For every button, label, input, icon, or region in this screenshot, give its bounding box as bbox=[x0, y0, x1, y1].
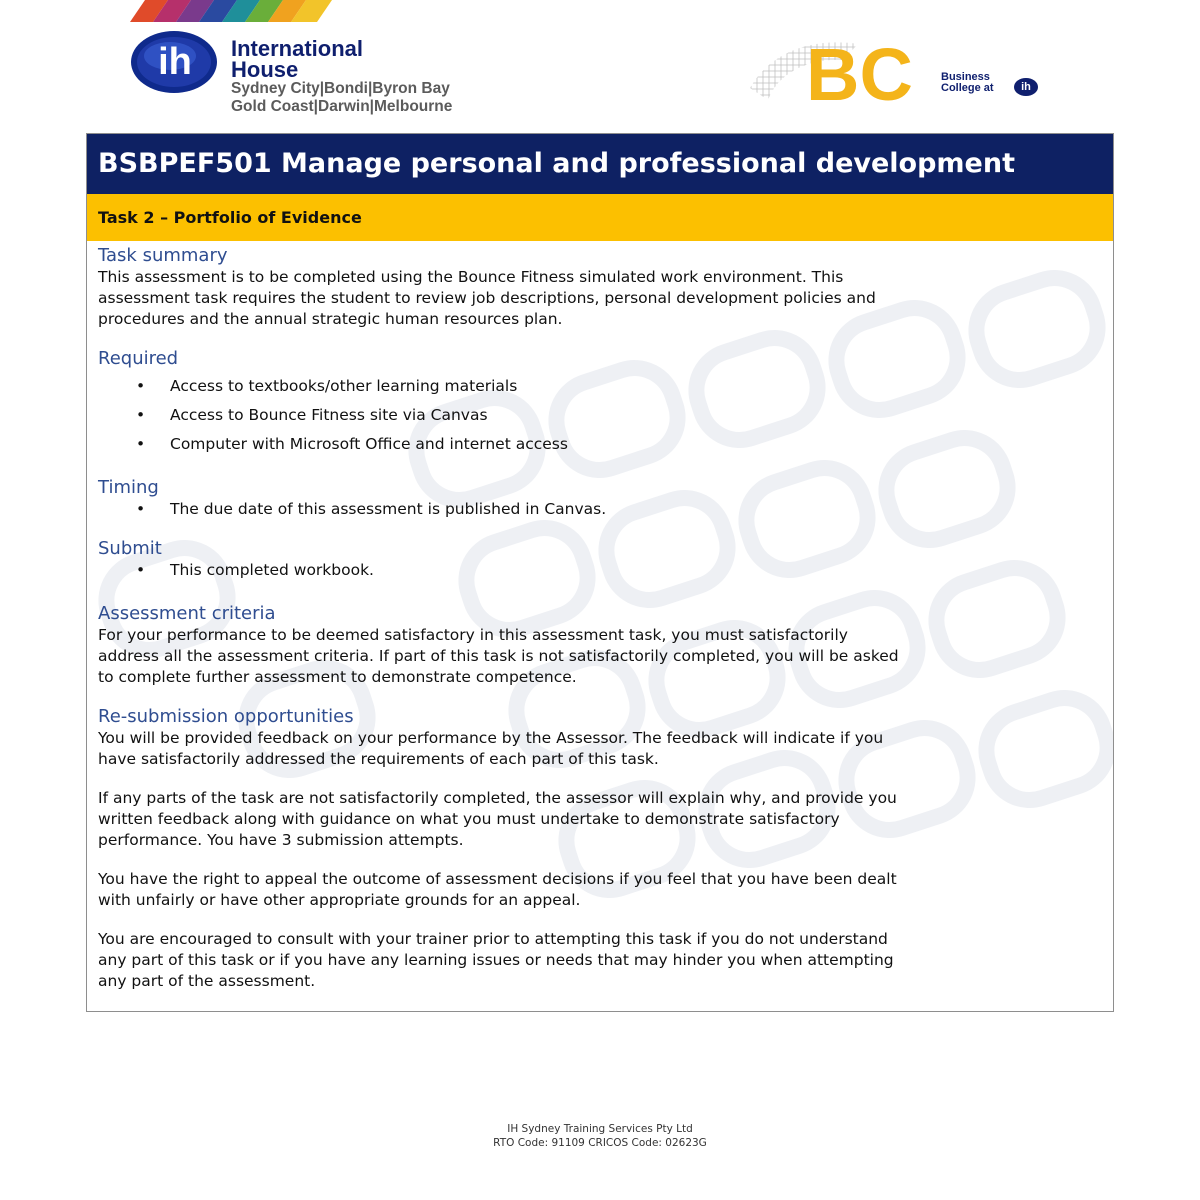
text-line: have satisfactorily addressed the requirements of each part of this task. bbox=[98, 750, 659, 768]
page-footer bbox=[0, 1122, 1200, 1150]
bc-logo-graphic bbox=[748, 38, 1048, 108]
task-summary-text bbox=[98, 267, 1103, 330]
bc-letters: BC bbox=[806, 38, 913, 108]
ih-name-line2: House bbox=[231, 57, 299, 82]
bc-subtitle bbox=[941, 72, 994, 94]
bullet-icon: • bbox=[136, 377, 146, 395]
list-item bbox=[98, 434, 1103, 455]
list-item-text: Computer with Microsoft Office and internet access bbox=[170, 435, 568, 453]
document-content bbox=[87, 241, 1113, 992]
text-line: performance. You have 3 submission attempts. bbox=[98, 831, 464, 849]
timing-list bbox=[98, 499, 1103, 520]
assessment-criteria-heading: Assessment criteria bbox=[98, 603, 276, 624]
text-line: assessment task requires the student to review job descriptions, personal development policies and bbox=[98, 289, 876, 307]
resubmission-heading: Re-submission opportunities bbox=[98, 706, 354, 727]
text-line: with unfairly or have other appropriate grounds for an appeal. bbox=[98, 891, 581, 909]
list-item bbox=[98, 376, 1103, 397]
bullet-icon: • bbox=[136, 500, 146, 518]
text-line: address all the assessment criteria. If part of this task is not satisfactorily completed, you will be asked bbox=[98, 647, 899, 665]
resubmission-paragraph-1 bbox=[98, 728, 1103, 770]
resubmission-paragraph-3 bbox=[98, 869, 1103, 911]
text-line: For your performance to be deemed satisfactory in this assessment task, you must satisfactorily bbox=[98, 626, 848, 644]
text-line: You are encouraged to consult with your trainer prior to attempting this task if you do not understand bbox=[98, 930, 888, 948]
text-line: You will be provided feedback on your performance by the Assessor. The feedback will indicate if you bbox=[98, 729, 884, 747]
ih-initials: ih bbox=[158, 41, 192, 83]
bullet-icon: • bbox=[136, 435, 146, 453]
bc-ih-badge: ih bbox=[1014, 78, 1038, 96]
timing-heading: Timing bbox=[98, 477, 159, 498]
international-house-logo bbox=[130, 30, 550, 120]
ih-globe-icon bbox=[130, 30, 218, 94]
text-line: You have the right to appeal the outcome of assessment decisions if you feel that you have been dealt bbox=[98, 870, 897, 888]
text-line: any part of the assessment. bbox=[98, 972, 316, 990]
text-line: to complete further assessment to demonstrate competence. bbox=[98, 668, 577, 686]
assessment-criteria-text bbox=[98, 625, 1103, 688]
required-list bbox=[98, 376, 1103, 455]
text-line: This assessment is to be completed using the Bounce Fitness simulated work environment. This bbox=[98, 268, 844, 286]
bc-sub-line2: College at bbox=[941, 82, 994, 94]
footer-company: IH Sydney Training Services Pty Ltd bbox=[507, 1123, 693, 1135]
text-line: any part of this task or if you have any learning issues or needs that may hinder you when attempting bbox=[98, 951, 894, 969]
footer-codes: RTO Code: 91109 CRICOS Code: 02623G bbox=[493, 1137, 707, 1149]
submit-list bbox=[98, 560, 1103, 581]
list-item-text: The due date of this assessment is published in Canvas. bbox=[170, 500, 607, 518]
list-item-text: Access to Bounce Fitness site via Canvas bbox=[170, 406, 488, 424]
task-title: Task 2 – Portfolio of Evidence bbox=[87, 194, 1113, 241]
list-item-text: Access to textbooks/other learning materials bbox=[170, 377, 518, 395]
document-title: BSBPEF501 Manage personal and professional development bbox=[87, 134, 1113, 194]
text-line: written feedback along with guidance on what you must undertake to demonstrate satisfactory bbox=[98, 810, 840, 828]
decorative-stripes bbox=[0, 0, 1200, 22]
ih-locations-line1: Sydney City|Bondi|Byron Bay bbox=[231, 80, 450, 97]
ih-name-line1: International bbox=[231, 36, 364, 61]
bullet-icon: • bbox=[136, 406, 146, 424]
ih-locations-line2: Gold Coast|Darwin|Melbourne bbox=[231, 98, 453, 115]
text-line: procedures and the annual strategic human resources plan. bbox=[98, 310, 563, 328]
business-college-logo bbox=[748, 38, 1048, 108]
resubmission-paragraph-4 bbox=[98, 929, 1103, 992]
list-item bbox=[98, 499, 1103, 520]
list-item bbox=[98, 405, 1103, 426]
text-line: If any parts of the task are not satisfactorily completed, the assessor will explain why, and provide you bbox=[98, 789, 897, 807]
assessment-document bbox=[86, 133, 1114, 1012]
task-summary-heading: Task summary bbox=[98, 245, 228, 266]
bullet-icon: • bbox=[136, 561, 146, 579]
list-item bbox=[98, 560, 1103, 581]
list-item-text: This completed workbook. bbox=[170, 561, 374, 579]
bc-sub-line1: Business bbox=[941, 71, 990, 83]
required-heading: Required bbox=[98, 348, 179, 369]
submit-heading: Submit bbox=[98, 538, 162, 559]
ih-logo-text bbox=[231, 38, 452, 116]
resubmission-paragraph-2 bbox=[98, 788, 1103, 851]
